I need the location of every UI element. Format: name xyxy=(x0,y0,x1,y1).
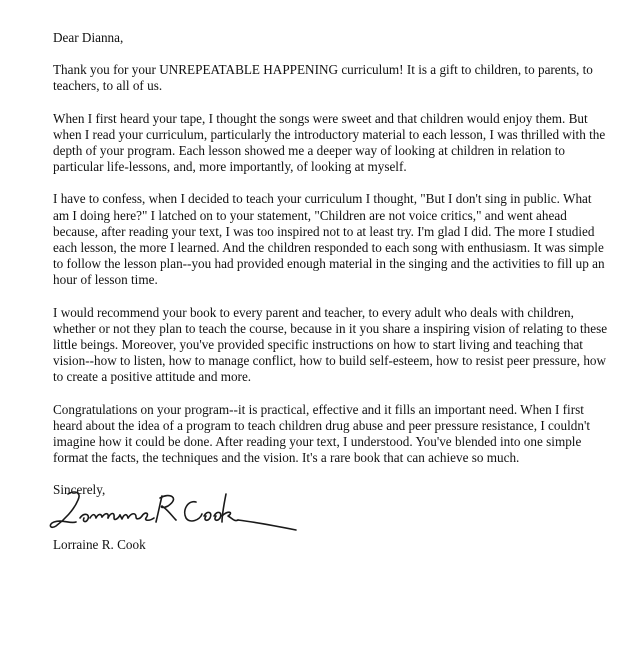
paragraph-recommendation: I would recommend your book to every parent and teacher, to every adult who deals with children, whether or not they plan to teach the course, because in it you share a inspiring vision of relating to these little beings. Moreover, you've provided specific instructions on how to start living and teaching that vision--how to listen, how to manage conflict, how to build self-esteem, how to resist peer pressure, how to create a positive attitude and more. xyxy=(53,304,608,385)
paragraph-confession: I have to confess, when I decided to teach your curriculum I thought, "But I don't sing in public. What am I doing here?" I latched on to your statement, "Children are not voice critics," and went ahead because, after reading your text, I was too inspired not to at least try. I'm glad I did. The more I studied each lesson, the more I learned. And the children responded to each song with enthusiasm. It was simple to follow the lesson plan--you had provided enough material in the singing and the activities to fill up an hour of lesson time. xyxy=(53,191,605,288)
paragraph-first-impression: When I first heard your tape, I thought the songs were sweet and that children would enjoy them. But when I read your curriculum, particularly the introductory material to each lesson, I was thrilled with the depth of your program. Each lesson showed me a deeper way of looking at children in relation to particular life-lessons, and, more importantly, of looking at myself. xyxy=(53,110,606,175)
letter-body xyxy=(53,30,609,499)
paragraph-thanks: Thank you for your UNREPEATABLE HAPPENING curriculum! It is a gift to children, to parents, to teachers, to all of us. xyxy=(53,62,593,94)
paragraph-congratulations: Congratulations on your program--it is practical, effective and it fills an important need. When I first heard about the idea of a program to teach children drug abuse and peer pressure resistance, I couldn't imagine how it could be done. After reading your text, I understood. You've blended into one simple format the facts, the techniques and the vision. It's a rare book that can achieve so much. xyxy=(53,401,590,466)
closing: Sincerely, xyxy=(53,482,106,498)
signer-name: Lorraine R. Cook xyxy=(53,537,146,552)
salutation: Dear Dianna, xyxy=(53,30,124,45)
